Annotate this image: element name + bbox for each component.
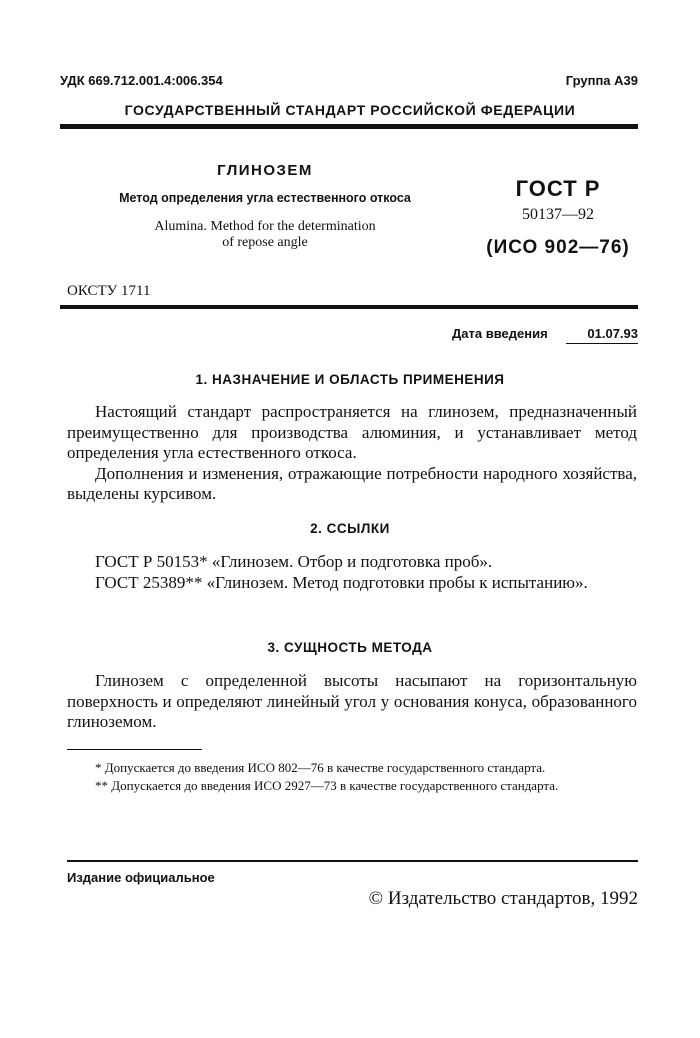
section-1-body — [67, 402, 637, 505]
reference-gost-50153: ГОСТ Р 50153* «Глинозем. Отбор и подготовка проб». — [95, 552, 493, 571]
iso-reference: (ИСО 902—76) — [486, 237, 630, 258]
section-3-body — [67, 671, 637, 733]
udk-code: УДК 669.712.001.4:006.354 — [60, 73, 223, 88]
footer-rule — [67, 860, 638, 862]
introduction-date-label: Дата введения — [452, 326, 548, 341]
section-1-paragraph-1: Настоящий стандарт распространяется на глинозем, предназначенный преимущественно для производства алюминия, и устанавливает метод определения угла естественного откоса. — [67, 402, 637, 462]
okstu-code: ОКСТУ 1711 — [67, 283, 151, 299]
section-3-heading: 3. СУЩНОСТЬ МЕТОДА — [267, 640, 433, 655]
gost-label: ГОСТ Р — [515, 176, 601, 201]
section-1-heading: 1. НАЗНАЧЕНИЕ И ОБЛАСТЬ ПРИМЕНЕНИЯ — [195, 372, 505, 387]
footnote-separator — [67, 749, 202, 750]
footnote-1: * Допускается до введения ИСО 802—76 в качестве государственного стандарта. — [95, 760, 546, 775]
copyright-notice: © Издательство стандартов, 1992 — [368, 888, 638, 909]
document-title: ГЛИНОЗЕМ — [217, 162, 313, 179]
state-standard-heading: ГОСУДАРСТВЕННЫЙ СТАНДАРТ РОССИЙСКОЙ ФЕДЕРАЦИИ — [124, 102, 576, 118]
footnotes — [67, 760, 638, 795]
group-code: Группа А39 — [565, 73, 638, 88]
document-subtitle: Метод определения угла естественного откоса — [119, 191, 411, 205]
title-thick-rule — [60, 305, 638, 309]
section-3-paragraph-1: Глинозем с определенной высоты насыпают на горизонтальную поверхность и определяют линейный угол у основания конуса, образованного глиноземом. — [67, 671, 637, 731]
footnote-2: ** Допускается до введения ИСО 2927—73 в качестве государственного стандарта. — [95, 777, 559, 793]
reference-gost-25389: ГОСТ 25389** «Глинозем. Метод подготовки пробы к испытанию». — [95, 572, 588, 592]
introduction-date-value: 01.07.93 — [566, 326, 638, 344]
section-1-paragraph-2: Дополнения и изменения, отражающие потребности народного хозяйства, выделены курсивом. — [67, 463, 637, 503]
english-title-line-2: of repose angle — [222, 235, 308, 250]
edition-label: Издание официальное — [67, 870, 215, 885]
header-thick-rule — [60, 124, 638, 129]
section-2-body — [67, 552, 637, 593]
english-title-line-1: Alumina. Method for the determination — [154, 219, 376, 234]
gost-number: 50137—92 — [522, 206, 594, 223]
section-2-heading: 2. ССЫЛКИ — [310, 521, 390, 536]
